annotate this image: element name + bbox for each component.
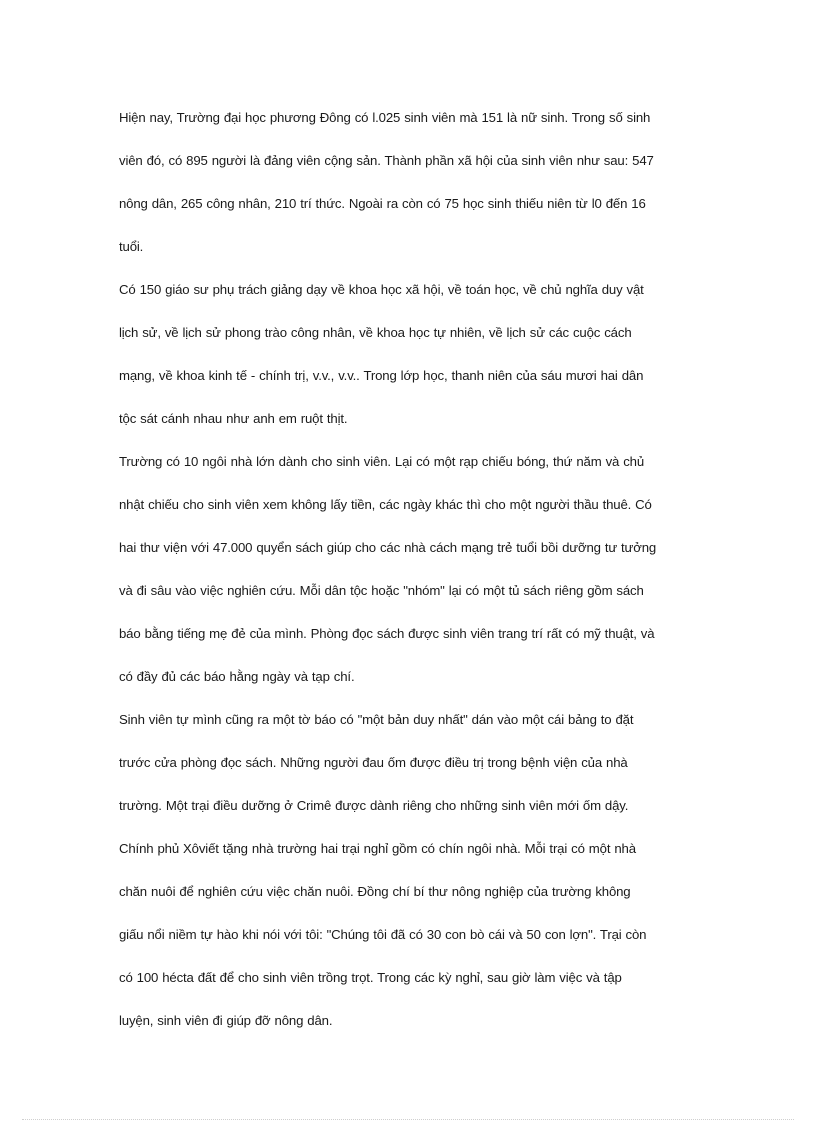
page-bottom-border <box>22 1119 794 1120</box>
paragraph-4 <box>119 698 701 1042</box>
text-line: mạng, về khoa kinh tế - chính trị, v.v., v.v.. Trong lớp học, thanh niên của sáu mươi hai dân <box>119 368 644 383</box>
text-line: Hiện nay, Trường đại học phương Đông có l.025 sinh viên mà 151 là nữ sinh. Trong số sinh <box>119 110 651 125</box>
paragraph-1 <box>119 96 701 268</box>
text-line: trước cửa phòng đọc sách. Những người đau ốm được điều trị trong bệnh viện của nhà <box>119 755 628 770</box>
text-line: lịch sử, về lịch sử phong trào công nhân, về khoa học tự nhiên, về lịch sử các cuộc cách <box>119 325 632 340</box>
text-line: nhật chiếu cho sinh viên xem không lấy tiền, các ngày khác thì cho một người thầu thuê. Có <box>119 497 652 512</box>
text-line: có đầy đủ các báo hằng ngày và tạp chí. <box>119 669 355 684</box>
text-line: Trường có 10 ngôi nhà lớn dành cho sinh viên. Lại có một rạp chiếu bóng, thứ năm và chủ <box>119 454 645 469</box>
text-line: Có 150 giáo sư phụ trách giảng dạy về khoa học xã hội, về toán học, về chủ nghĩa duy vật <box>119 282 644 297</box>
text-line: tuổi. <box>119 239 144 254</box>
text-line: nông dân, 265 công nhân, 210 trí thức. Ngoài ra còn có 75 học sinh thiếu niên từ l0 đến 16 <box>119 196 646 211</box>
paragraph-3 <box>119 440 701 698</box>
paragraph-2 <box>119 268 701 440</box>
text-line: Chính phủ Xôviết tặng nhà trường hai trại nghỉ gồm có chín ngôi nhà. Mỗi trại có một nhà <box>119 841 636 856</box>
text-line: báo bằng tiếng mẹ đẻ của mình. Phòng đọc sách được sinh viên trang trí rất có mỹ thuật, và <box>119 626 655 641</box>
text-line: luyện, sinh viên đi giúp đỡ nông dân. <box>119 1013 333 1028</box>
text-line: viên đó, có 895 người là đảng viên cộng sản. Thành phần xã hội của sinh viên như sau: 547 <box>119 153 654 168</box>
text-line: hai thư viện với 47.000 quyển sách giúp cho các nhà cách mạng trẻ tuổi bồi dưỡng tư tưởng <box>119 540 657 555</box>
document-body <box>119 96 701 1042</box>
text-line: có 100 hécta đất để cho sinh viên trồng trọt. Trong các kỳ nghỉ, sau giờ làm việc và tập <box>119 970 622 985</box>
text-line: tộc sát cánh nhau như anh em ruột thịt. <box>119 411 348 426</box>
text-line: và đi sâu vào việc nghiên cứu. Mỗi dân tộc hoặc "nhóm" lại có một tủ sách riêng gồm sách <box>119 583 644 598</box>
text-line: chăn nuôi để nghiên cứu việc chăn nuôi. Đồng chí bí thư nông nghiệp của trường không <box>119 884 631 899</box>
text-line: trường. Một trại điều dưỡng ở Crimê được dành riêng cho những sinh viên mới ốm dậy. <box>119 798 629 813</box>
text-line: Sinh viên tự mình cũng ra một tờ báo có "một bản duy nhất" dán vào một cái bảng to đặt <box>119 712 634 727</box>
text-line: giấu nổi niềm tự hào khi nói với tôi: "Chúng tôi đã có 30 con bò cái và 50 con lợn". Trại còn <box>119 927 647 942</box>
